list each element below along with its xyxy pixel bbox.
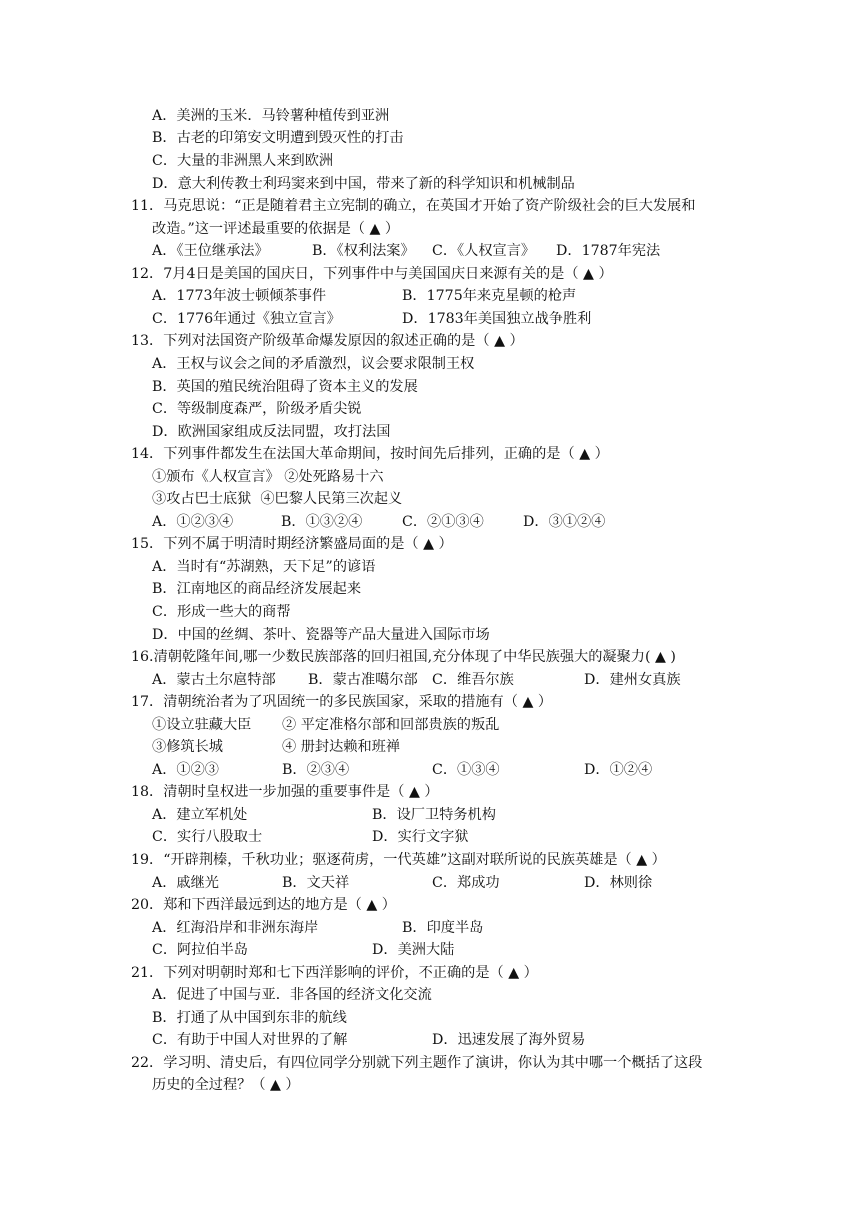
q16-stem: 16.清朝乾隆年间,哪一少数民族部落的回归祖国,充分体现了中华民族强大的凝聚力( ▲ ) (131, 649, 676, 665)
q10-option-a: A．美洲的玉米．马铃薯种植传到亚洲 (152, 108, 390, 124)
q12-option-b: B．1775年来克星顿的枪声 (402, 288, 577, 304)
q21-option-c: C．有助于中国人对世界的了解 (152, 1032, 348, 1048)
q11-option-d: D．1787年宪法 (556, 243, 661, 259)
q16-option-c: C．维吾尔族 (432, 672, 514, 688)
q14-option-b: B．①③②④ (281, 514, 363, 530)
q14-stem: 14．下列事件都发生在法国大革命期间，按时间先后排列，正确的是（ ▲ ） (131, 446, 609, 462)
q17-item-4: ④ 册封达赖和班禅 (282, 739, 401, 755)
q17-item-2: ② 平定准格尔部和回部贵族的叛乱 (282, 717, 500, 733)
q12-stem: 12．7月4日是美国的国庆日，下列事件中与美国国庆日来源有关的是（ ▲ ） (131, 266, 613, 282)
q22-stem-line1: 22．学习明、清史后，有四位同学分别就下列主题作了演讲，你认为其中哪一个概括了这段 (131, 1055, 703, 1071)
q13-option-b: B．英国的殖民统治阻碍了资本主义的发展 (152, 379, 418, 395)
q12-option-a: A．1773年波士顿倾茶事件 (152, 288, 327, 304)
q14-items-line1: ①颁布《人权宣言》 ②处死路易十六 (152, 469, 384, 485)
q17-stem: 17．清朝统治者为了巩固统一的多民族国家，采取的措施有（ ▲ ） (131, 694, 553, 710)
q14-option-a: A．①②③④ (152, 514, 234, 530)
q14-option-c: C．②①③④ (402, 514, 484, 530)
q17-option-c: C．①③④ (432, 762, 500, 778)
q20-stem: 20．郑和下西洋最远到达的地方是（ ▲ ） (131, 897, 396, 913)
q16-option-d: D．建州女真族 (584, 672, 681, 688)
q11-stem-line1: 11．马克思说：“正是随着君主立宪制的确立，在英国才开始了资产阶级社会的巨大发展和 (131, 198, 696, 214)
q14-items-line2: ③攻占巴士底狱 ④巴黎人民第三次起义 (152, 491, 403, 507)
q15-stem: 15．下列不属于明清时期经济繁盛局面的是（ ▲ ） (131, 536, 453, 552)
q19-option-a: A．戚继光 (152, 875, 219, 891)
q14-option-d: D．③①②④ (523, 514, 606, 530)
q11-option-b: B．《权利法案》 (312, 243, 415, 259)
q21-option-b: B．打通了从中国到东非的航线 (152, 1010, 347, 1026)
q18-option-a: A．建立军机处 (152, 807, 248, 823)
q18-stem: 18．清朝时皇权进一步加强的重要事件是（ ▲ ） (131, 784, 439, 800)
q17-option-d: D．①②④ (584, 762, 653, 778)
q19-stem: 19．“开辟荆榛，千秋功业；驱逐荷虏，一代英雄”这副对联所说的民族英雄是（ ▲ ） (131, 852, 666, 868)
q20-option-b: B．印度半岛 (402, 920, 484, 936)
q13-stem: 13．下列对法国资产阶级革命爆发原因的叙述正确的是（ ▲ ） (131, 333, 524, 349)
q11-option-c: C．《人权宣言》 (432, 243, 536, 259)
q21-stem: 21．下列对明朝时郑和七下西洋影响的评价，不正确的是（ ▲ ） (131, 965, 538, 981)
q13-option-c: C．等级制度森严，阶级矛盾尖锐 (152, 401, 362, 417)
q10-option-c: C．大量的非洲黑人来到欧洲 (152, 153, 334, 169)
q22-stem-line2: 历史的全过程？（ ▲ ） (152, 1077, 300, 1093)
q15-option-c: C．形成一些大的商帮 (152, 604, 291, 620)
q11-option-a: A．《王位继承法》 (152, 243, 269, 259)
q19-option-b: B．文天祥 (282, 875, 350, 891)
q13-option-d: D．欧洲国家组成反法同盟，攻打法国 (152, 424, 391, 440)
q15-option-b: B．江南地区的商品经济发展起来 (152, 581, 362, 597)
q18-option-b: B．设厂卫特务机构 (372, 807, 496, 823)
q15-option-a: A．当时有“苏湖熟，天下足”的谚语 (152, 559, 376, 575)
q10-option-d: D．意大利传教士利玛窦来到中国，带来了新的科学知识和机械制品 (152, 176, 575, 192)
q17-item-3: ③修筑长城 (152, 739, 223, 755)
q13-option-a: A．王权与议会之间的矛盾激烈，议会要求限制王权 (152, 356, 475, 372)
q20-option-d: D．美洲大陆 (372, 942, 455, 958)
q12-option-d: D．1783年美国独立战争胜利 (402, 311, 592, 327)
q21-option-d: D．迅速发展了海外贸易 (432, 1032, 586, 1048)
q10-option-b: B．古老的印第安文明遭到毁灭性的打击 (152, 130, 404, 146)
q18-option-c: C．实行八股取士 (152, 829, 263, 845)
q15-option-d: D．中国的丝绸、茶叶、瓷器等产品大量进入国际市场 (152, 627, 490, 643)
q20-option-a: A．红海沿岸和非洲东海岸 (152, 920, 319, 936)
q18-option-d: D．实行文字狱 (372, 829, 469, 845)
q19-option-c: C．郑成功 (432, 875, 500, 891)
q12-option-c: C．1776年通过《独立宣言》 (152, 311, 341, 327)
q16-option-b: B．蒙古准噶尔部 (308, 672, 418, 688)
q17-option-a: A．①②③ (152, 762, 219, 778)
q16-option-a: A．蒙古土尔扈特部 (152, 672, 276, 688)
q17-option-b: B．②③④ (282, 762, 350, 778)
q17-item-1: ①设立驻藏大臣 (152, 717, 252, 733)
q21-option-a: A．促进了中国与亚．非各国的经济文化交流 (152, 987, 432, 1003)
q20-option-c: C．阿拉伯半岛 (152, 942, 248, 958)
q19-option-d: D．林则徐 (584, 875, 653, 891)
q11-stem-line2: 改造。”这一评述最重要的依据是（ ▲ ） (152, 221, 400, 237)
